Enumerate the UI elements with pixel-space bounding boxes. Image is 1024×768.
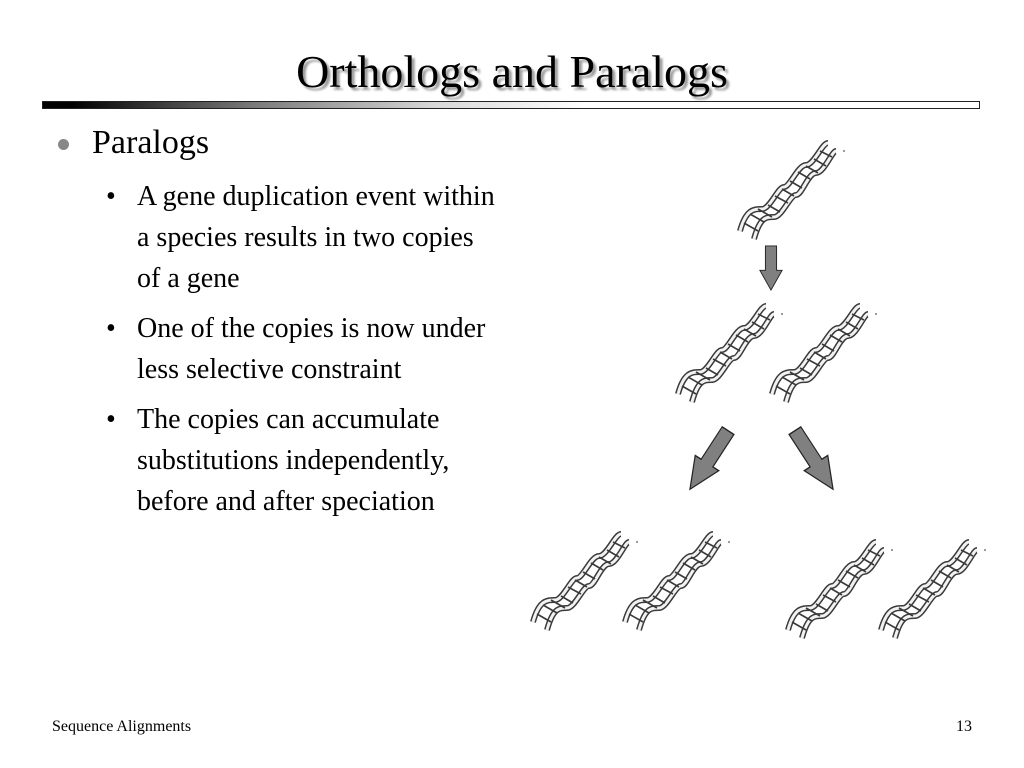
down-right-arrow-icon — [783, 423, 845, 497]
dna-helix-icon — [772, 306, 877, 402]
sub-bullet-dot-icon: • — [106, 313, 116, 344]
dna-helix-icon — [533, 534, 638, 630]
footer-title: Sequence Alignments — [52, 718, 192, 735]
slide-title: Orthologs and Paralogs — [296, 46, 728, 97]
dna-helix-icon — [740, 143, 845, 239]
down-left-arrow-icon — [678, 423, 740, 497]
sub-bullet-dot-icon: • — [106, 404, 116, 435]
sub-bullet-2-text: One of the copies is now under less selective constraint — [137, 313, 486, 385]
sub-bullet-3-text: The copies can accumulate substitutions independently, before and after speciation — [137, 404, 450, 517]
sub-bullet-dot-icon: • — [106, 181, 116, 212]
dna-helix-icon — [625, 534, 730, 630]
sub-bullet-1-text: A gene duplication event within a species results in two copies of a gene — [137, 181, 495, 294]
dna-helix-icon — [881, 542, 986, 638]
page-number: 13 — [956, 718, 972, 735]
dna-helix-icon — [788, 542, 893, 638]
down-arrow-icon — [760, 246, 782, 290]
bullet-paralogs-label: Paralogs — [92, 124, 210, 161]
dna-helix-icon — [678, 306, 783, 402]
